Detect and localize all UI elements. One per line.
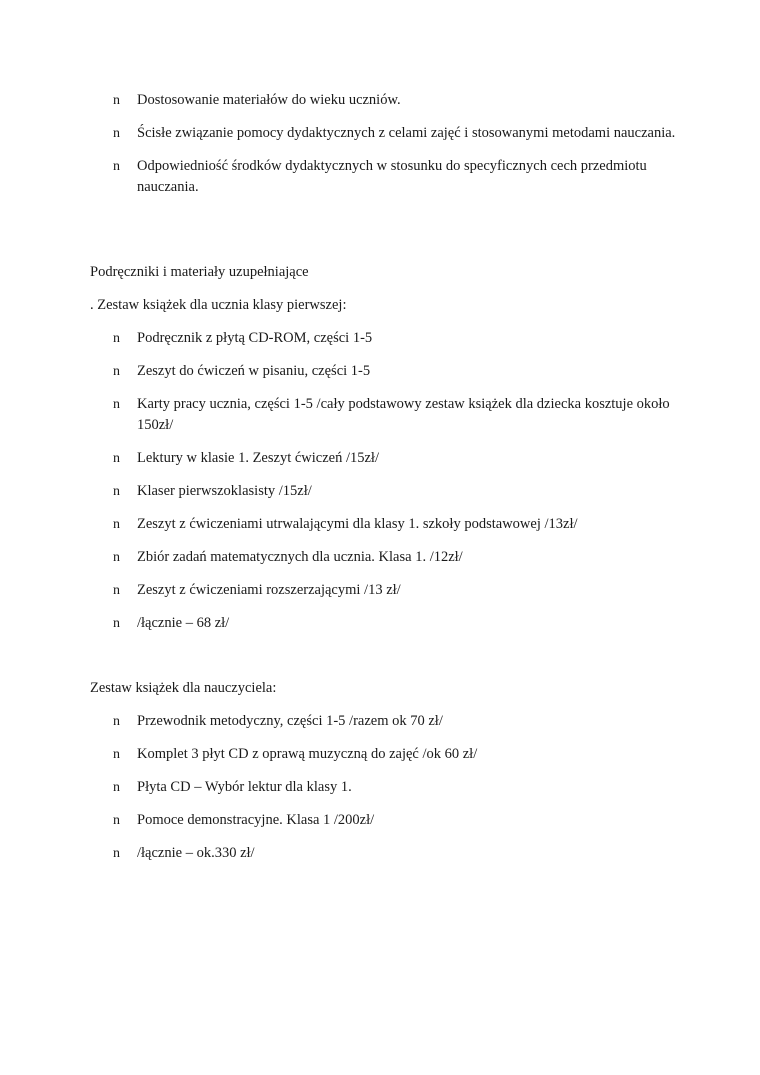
list-item (0, 90, 760, 111)
teacher-set-list (0, 711, 760, 864)
list-item-text: Zbiór zadań matematycznych dla ucznia. Klasa 1. /12zł/ (137, 549, 463, 565)
heading-text: Podręczniki i materiały uzupełniające (90, 264, 309, 280)
list-item-text: Zeszyt z ćwiczeniami rozszerzającymi /13 zł/ (137, 582, 401, 598)
bullet-marker: n (113, 616, 120, 631)
list-item-text: Odpowiedniość środków dydaktycznych w stosunku do specyficznych cech przedmiotu nauczania. (137, 158, 647, 195)
list-item-text: Podręcznik z płytą CD-ROM, części 1-5 (137, 330, 373, 346)
list-item-text: Płyta CD – Wybór lektur dla klasy 1. (137, 779, 352, 795)
list-item-text: Dostosowanie materiałów do wieku uczniów. (137, 92, 401, 108)
teacher-set-intro (0, 678, 760, 699)
student-set-list (0, 328, 760, 634)
list-item-text: Zeszyt do ćwiczeń w pisaniu, części 1-5 (137, 363, 371, 379)
bullet-marker: n (113, 747, 120, 762)
list-item-text: Przewodnik metodyczny, części 1-5 /razem ok 70 zł/ (137, 713, 443, 729)
list-item (0, 123, 760, 144)
bullet-marker: n (113, 126, 120, 141)
bullet-marker: n (113, 813, 120, 828)
bullet-marker: n (113, 714, 120, 729)
list-item (0, 481, 760, 502)
bullet-marker: n (113, 159, 120, 174)
criteria-list (0, 90, 760, 198)
criteria-list-section (0, 90, 760, 210)
bullet-marker: n (113, 397, 120, 412)
list-item-text: Lektury w klasie 1. Zeszyt ćwiczeń /15zł/ (137, 450, 379, 466)
list-item (0, 613, 760, 634)
list-item (0, 514, 760, 535)
list-item-text: /łącznie – 68 zł/ (137, 615, 230, 631)
list-item (0, 810, 760, 831)
list-item (0, 711, 760, 732)
list-item (0, 394, 760, 436)
list-item-text: Ścisłe związanie pomocy dydaktycznych z celami zajęć i stosowanymi metodami nauczania. (137, 125, 676, 141)
student-set-section (0, 328, 760, 646)
list-item (0, 777, 760, 798)
bullet-marker: n (113, 93, 120, 108)
list-item (0, 843, 760, 864)
student-set-intro-text: . Zestaw książek dla ucznia klasy pierwszej: (90, 297, 347, 313)
section-heading (0, 262, 760, 283)
bullet-marker: n (113, 583, 120, 598)
list-item (0, 580, 760, 601)
list-item-text: Karty pracy ucznia, części 1-5 /cały podstawowy zestaw książek dla dziecka kosztuje około 150zł/ (137, 396, 670, 433)
list-item-text: /łącznie – ok.330 zł/ (137, 845, 255, 861)
bullet-marker: n (113, 484, 120, 499)
list-item (0, 328, 760, 349)
bullet-marker: n (113, 846, 120, 861)
list-item (0, 361, 760, 382)
bullet-marker: n (113, 331, 120, 346)
bullet-marker: n (113, 451, 120, 466)
student-set-intro (0, 295, 760, 316)
list-item-text: Zeszyt z ćwiczeniami utrwalającymi dla klasy 1. szkoły podstawowej /13zł/ (137, 516, 578, 532)
bullet-marker: n (113, 550, 120, 565)
bullet-marker: n (113, 780, 120, 795)
list-item (0, 448, 760, 469)
list-item (0, 547, 760, 568)
list-item (0, 156, 760, 198)
teacher-set-section (0, 711, 760, 876)
list-item-text: Komplet 3 płyt CD z oprawą muzyczną do zajęć /ok 60 zł/ (137, 746, 478, 762)
bullet-marker: n (113, 364, 120, 379)
list-item-text: Pomoce demonstracyjne. Klasa 1 /200zł/ (137, 812, 375, 828)
teacher-set-intro-text: Zestaw książek dla nauczyciela: (90, 680, 277, 696)
bullet-marker: n (113, 517, 120, 532)
list-item (0, 744, 760, 765)
list-item-text: Klaser pierwszoklasisty /15zł/ (137, 483, 312, 499)
